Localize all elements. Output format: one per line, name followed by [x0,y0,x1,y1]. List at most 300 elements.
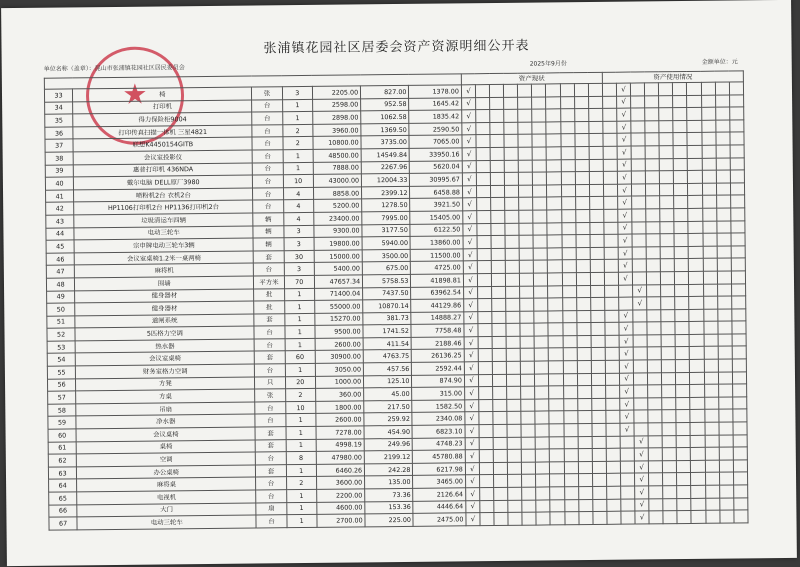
empty-cell [519,210,533,223]
empty-cell [506,349,520,362]
empty-cell [730,170,744,183]
empty-cell [607,486,621,499]
empty-cell [716,132,730,145]
empty-cell [703,271,717,284]
empty-cell [518,122,532,135]
empty-cell [592,411,606,424]
asset-unit: 台 [256,490,286,503]
document-sheet [1,0,797,566]
empty-cell [646,221,660,234]
asset-unit: 套 [254,313,284,326]
empty-cell [480,513,494,526]
empty-cell [479,462,493,475]
empty-cell [480,500,494,513]
empty-cell [734,497,748,510]
asset-qty: 3 [282,86,312,99]
empty-cell [520,336,534,349]
empty-cell [505,210,519,223]
empty-cell [478,311,492,324]
empty-cell [535,399,549,412]
empty-cell [591,398,605,411]
asset-qty: 4 [283,212,313,225]
asset-qty: 1 [285,363,315,376]
empty-cell [688,233,702,246]
asset-unit: 张 [252,87,282,100]
net-value: 26136.25 [412,349,465,362]
empty-cell [731,233,745,246]
empty-cell [690,397,704,410]
asset-unit: 辆 [253,213,283,226]
empty-cell [550,499,564,512]
empty-cell [547,159,561,172]
net-value: 14888.27 [411,312,464,325]
usage-check: √ [620,410,634,423]
empty-cell [521,374,535,387]
status-check: √ [464,311,478,324]
empty-cell [535,424,549,437]
asset-unit: 套 [254,250,284,263]
empty-cell [704,347,718,360]
empty-cell [633,347,647,360]
row-number: 60 [48,429,76,442]
empty-cell [634,385,648,398]
empty-cell [634,373,648,386]
asset-name: 会议室桌椅1.2米一桌两椅 [74,251,253,265]
empty-cell [520,349,534,362]
original-value: 43000.00 [313,174,361,187]
usage-check: √ [618,247,632,260]
empty-cell [647,360,661,373]
empty-cell [504,97,518,110]
empty-cell [603,121,617,134]
depreciation: 381.73 [363,312,411,325]
empty-cell [718,359,732,372]
empty-cell [632,184,646,197]
asset-unit: 台 [254,326,284,339]
empty-cell [518,160,532,173]
empty-cell [646,196,660,209]
empty-cell [564,499,578,512]
empty-cell [550,487,564,500]
empty-cell [663,448,677,461]
empty-cell [564,424,578,437]
empty-cell [590,285,604,298]
empty-cell [730,145,744,158]
empty-cell [589,159,603,172]
empty-cell [632,247,646,260]
empty-cell [508,475,522,488]
empty-cell [705,447,719,460]
empty-cell [659,108,673,121]
asset-qty: 1 [286,439,316,452]
empty-cell [563,411,577,424]
empty-cell [620,473,634,486]
asset-name: 5匹格力空调 [75,326,254,340]
empty-cell [674,183,688,196]
empty-cell [535,386,549,399]
empty-cell [532,97,546,110]
status-check: √ [462,148,476,161]
empty-cell [676,397,690,410]
empty-cell [506,361,520,374]
empty-cell [521,437,535,450]
depreciation: 5758.53 [363,274,411,287]
empty-cell [533,235,547,248]
original-value: 2700.00 [317,514,365,527]
empty-cell [522,474,536,487]
original-value: 2205.00 [312,86,360,99]
net-value: 1378.00 [409,85,462,98]
empty-cell [674,158,688,171]
usage-check: √ [620,385,634,398]
asset-name: 空调 [76,452,255,466]
usage-check: √ [618,209,632,222]
empty-cell [504,135,518,148]
empty-cell [507,424,521,437]
empty-cell [546,134,560,147]
empty-cell [676,385,690,398]
empty-cell [606,411,620,424]
asset-name: 道闸系统 [75,314,254,328]
empty-cell [560,96,574,109]
asset-name: 电动三轮车 [74,226,253,240]
asset-unit: 张 [255,389,285,402]
empty-cell [719,435,733,448]
status-check: √ [464,324,478,337]
empty-cell [659,133,673,146]
empty-cell [732,346,746,359]
asset-name: 麻将桌 [77,477,256,491]
empty-cell [549,411,563,424]
empty-cell [493,462,507,475]
empty-cell [492,349,506,362]
empty-cell [604,234,618,247]
empty-cell [675,297,689,310]
row-number: 47 [46,265,74,278]
asset-name: 桌椅 [76,440,255,454]
empty-cell [677,485,691,498]
row-number: 51 [47,316,75,329]
empty-cell [648,372,662,385]
asset-unit: 台 [253,175,283,188]
net-value: 2475.00 [413,513,466,526]
empty-cell [705,485,719,498]
empty-cell [507,437,521,450]
empty-cell [674,221,688,234]
seal-star-icon: ★ [122,77,148,111]
asset-unit: 台 [253,162,283,175]
empty-cell [561,210,575,223]
empty-cell [493,399,507,412]
depreciation: 952.58 [361,98,409,111]
empty-cell [715,82,729,95]
net-value: 1835.42 [409,110,462,123]
empty-cell [547,147,561,160]
empty-cell [663,498,677,511]
empty-cell [564,474,578,487]
net-value: 11500.00 [411,249,464,262]
empty-cell [535,374,549,387]
empty-cell [687,95,701,108]
empty-cell [480,488,494,501]
asset-qty: 10 [283,175,313,188]
status-check: √ [461,85,475,98]
asset-unit: 套 [255,351,285,364]
status-check: √ [465,462,479,475]
row-number: 50 [47,303,75,316]
empty-cell [504,147,518,160]
empty-cell [705,422,719,435]
net-value: 41898.81 [411,274,464,287]
usage-check: √ [635,498,649,511]
empty-cell [577,361,591,374]
asset-qty: 2 [285,389,315,402]
empty-cell [716,183,730,196]
empty-cell [478,336,492,349]
empty-cell [490,97,504,110]
empty-cell [732,359,746,372]
empty-cell [733,460,747,473]
net-value: 5620.04 [410,160,463,173]
asset-name: 财务室格力空调 [76,364,255,378]
empty-cell [717,221,731,234]
empty-cell [476,122,490,135]
empty-cell [719,447,733,460]
empty-cell [663,460,677,473]
empty-cell [703,296,717,309]
empty-cell [536,462,550,475]
empty-cell [689,246,703,259]
asset-name: 喷粉机2台 衣机2台 [74,188,253,202]
empty-cell [546,109,560,122]
empty-cell [575,159,589,172]
empty-cell [690,422,704,435]
empty-cell [633,322,647,335]
empty-cell [478,324,492,337]
original-value: 1800.00 [316,401,364,414]
asset-unit: 台 [255,402,285,415]
status-check: √ [462,173,476,186]
empty-cell [687,133,701,146]
empty-cell [577,335,591,348]
empty-cell [605,297,619,310]
empty-cell [632,272,646,285]
asset-unit: 平方米 [254,276,284,289]
empty-cell [603,184,617,197]
empty-cell [522,462,536,475]
empty-cell [677,511,691,524]
usage-check: √ [619,360,633,373]
empty-cell [577,398,591,411]
usage-check: √ [617,171,631,184]
empty-cell [493,412,507,425]
asset-unit: 台 [254,339,284,352]
empty-cell [691,498,705,511]
empty-cell [691,510,705,523]
empty-cell [548,273,562,286]
empty-cell [648,385,662,398]
asset-qty: 1 [282,112,312,125]
net-value: 4446.64 [413,500,466,513]
empty-cell [687,82,701,95]
empty-cell [677,448,691,461]
asset-unit: 台 [255,414,285,427]
usage-check: √ [633,297,647,310]
empty-cell [575,134,589,147]
empty-cell [506,298,520,311]
usage-check: √ [619,373,633,386]
empty-cell [562,247,576,260]
table-body [44,82,748,530]
empty-cell [535,437,549,450]
empty-cell [519,197,533,210]
empty-cell [662,423,676,436]
row-number: 53 [47,341,75,354]
empty-cell [619,297,633,310]
original-value: 7278.00 [316,426,364,439]
empty-cell [715,95,729,108]
empty-cell [690,372,704,385]
empty-cell [704,384,718,397]
empty-cell [646,184,660,197]
row-number: 44 [46,227,74,240]
status-check: √ [463,286,477,299]
empty-cell [589,121,603,134]
empty-cell [674,234,688,247]
asset-qty: 4 [283,187,313,200]
depreciation: 2399.12 [362,186,410,199]
empty-cell [689,259,703,272]
original-value: 30900.00 [315,350,363,363]
empty-cell [649,461,663,474]
empty-cell [688,158,702,171]
asset-qty: 2 [286,477,316,490]
empty-cell [663,486,677,499]
empty-cell [591,335,605,348]
empty-cell [688,145,702,158]
asset-unit: 批 [254,301,284,314]
empty-cell [578,436,592,449]
empty-cell [477,273,491,286]
depreciation: 1741.52 [363,325,411,338]
empty-cell [589,172,603,185]
empty-cell [606,448,620,461]
empty-cell [703,233,717,246]
original-value: 23400.00 [314,212,362,225]
original-value: 4998.19 [316,438,364,451]
empty-cell [661,297,675,310]
empty-cell [701,120,715,133]
empty-cell [592,474,606,487]
empty-cell [645,133,659,146]
status-check: √ [465,475,479,488]
depreciation: 217.50 [364,400,412,413]
empty-cell [645,108,659,121]
asset-unit: 扇 [256,502,286,515]
empty-cell [660,209,674,222]
asset-name: 净水器 [76,414,255,428]
row-number: 42 [46,202,74,215]
empty-cell [477,198,491,211]
row-number: 38 [45,152,73,165]
empty-cell [731,283,745,296]
empty-cell [729,107,743,120]
net-value: 4725.00 [411,261,464,274]
empty-cell [718,397,732,410]
empty-cell [631,146,645,159]
empty-cell [574,84,588,97]
empty-cell [493,450,507,463]
empty-cell [720,510,734,523]
empty-cell [634,410,648,423]
empty-cell [494,513,508,526]
usage-check: √ [618,234,632,247]
empty-cell [731,246,745,259]
empty-cell [676,410,690,423]
empty-cell [491,223,505,236]
empty-cell [621,486,635,499]
status-check: √ [466,500,480,513]
empty-cell [677,460,691,473]
empty-cell [647,297,661,310]
empty-cell [549,424,563,437]
row-number: 63 [48,467,76,480]
row-number: 40 [45,177,73,190]
empty-cell [646,209,660,222]
usage-check: √ [617,133,631,146]
empty-cell [730,195,744,208]
net-value: 30995.67 [410,173,463,186]
empty-cell [533,197,547,210]
empty-cell [574,109,588,122]
row-number: 55 [47,366,75,379]
empty-cell [549,399,563,412]
empty-cell [606,423,620,436]
empty-cell [676,422,690,435]
empty-cell [575,172,589,185]
empty-cell [520,273,534,286]
net-value: 2188.46 [412,337,465,350]
empty-cell [476,185,490,198]
empty-cell [521,386,535,399]
empty-cell [731,220,745,233]
empty-cell [504,84,518,97]
row-number: 33 [44,89,72,102]
empty-cell [630,83,644,96]
empty-cell [477,261,491,274]
asset-name: 围墙 [75,276,254,290]
empty-cell [717,271,731,284]
empty-cell [505,248,519,261]
empty-cell [648,448,662,461]
status-check: √ [464,374,478,387]
empty-cell [659,95,673,108]
asset-name: 会议桌椅 [76,427,255,441]
asset-name: 得力保险柜9004 [73,112,252,126]
empty-cell [704,397,718,410]
usage-check: √ [618,272,632,285]
status-check: √ [464,387,478,400]
net-value: 7065.00 [409,135,462,148]
empty-cell [605,310,619,323]
empty-cell [536,449,550,462]
original-value: 9300.00 [314,224,362,237]
status-check: √ [463,274,477,287]
empty-cell [576,235,590,248]
asset-name: 会议室投影仪 [73,150,252,164]
empty-cell [675,322,689,335]
empty-cell [534,285,548,298]
